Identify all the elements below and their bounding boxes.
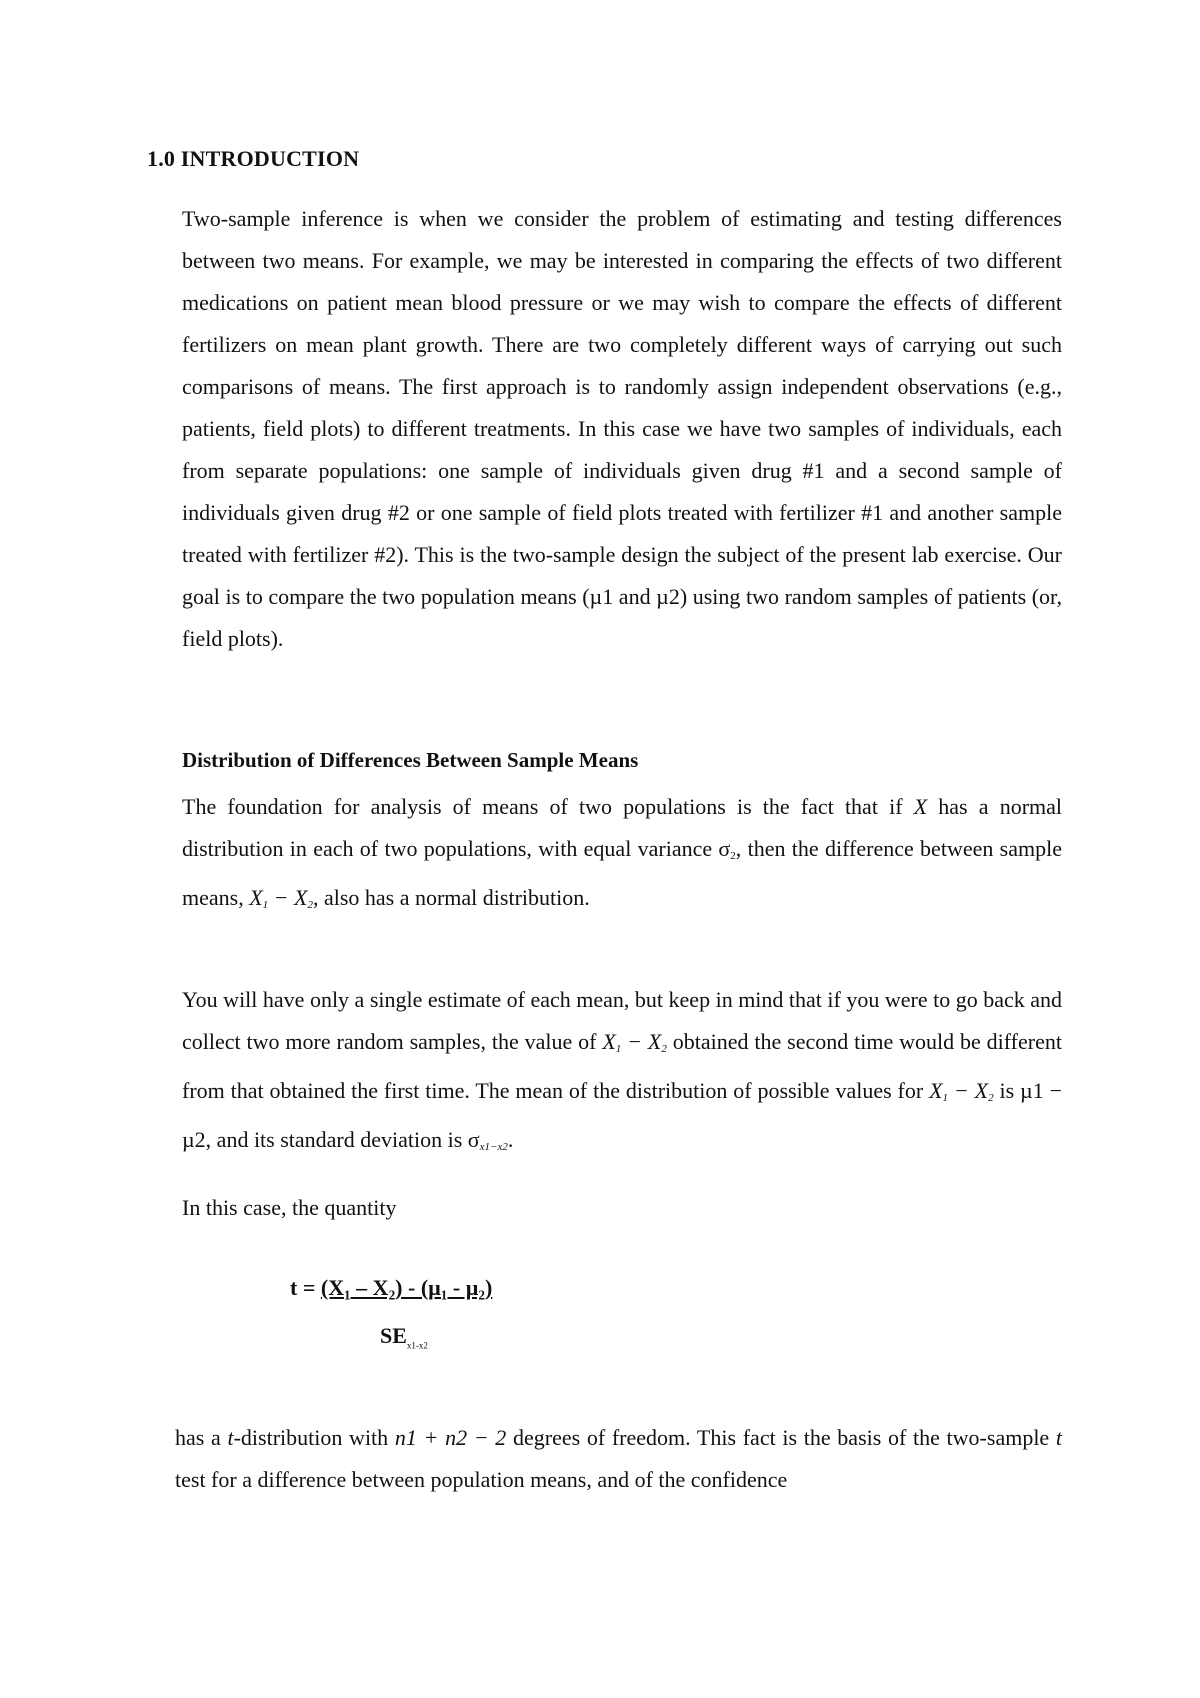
t-distribution-paragraph: has a t-distribution with n1 + n2 − 2 degrees of freedom. This fact is the basis of the two-sample t test for a difference between population means, and of the confidence	[175, 1425, 1063, 1492]
section-heading: 1.0 INTRODUCTION	[147, 146, 360, 171]
t-statistic-denominator: $SE_{x1-x2}$	[380, 1323, 428, 1351]
x1-minus-x2: X1 − X2	[249, 885, 313, 911]
t-statistic-numerator: t = (X₁ – X₂) - (µ₁ - µ₂)	[290, 1275, 493, 1300]
quantity-line: In this case, the quantity	[182, 1195, 397, 1220]
single-estimate-paragraph: You will have only a single estimate of each mean, but keep in mind that if you were to go back and collect two more random samples, the value of X1 − X2 obtained the second time would be different from that obtained the first time. The mean of the distribution of possible values for X1 − X2 is µ1 − µ2, and its standard deviation is σx1−x2.	[182, 987, 1062, 1153]
intro-paragraph: Two-sample inference is when we consider the problem of estimating and testing differences between two means. For example, we may be interested in comparing the effects of two different medications on patient mean blood pressure or we may wish to compare the effects of different fertilizers on mean plant growth. There are two completely different ways of carrying out such comparisons of means. The first approach is to randomly assign independent observations (e.g., patients, field plots) to different treatments. In this case we have two samples of individuals, each from separate populations: one sample of individuals given drug #1 and a second sample of individuals given drug #2 or one sample of field plots treated with fertilizer #1 and another sample treated with fertilizer #2). This is the two-sample design the subject of the present lab exercise. Our goal is to compare the two population means (µ1 and µ2) using two random samples of patients (or, field plots).	[182, 206, 1062, 651]
foundation-paragraph: The foundation for analysis of means of two populations is the fact that if X has a normal distribution in each of two populations, with equal variance σ2, then the difference between sample means, X1 − X2, also has a normal distribution.	[182, 794, 1063, 911]
subsection-heading: Distribution of Differences Between Sample Means	[182, 748, 639, 772]
